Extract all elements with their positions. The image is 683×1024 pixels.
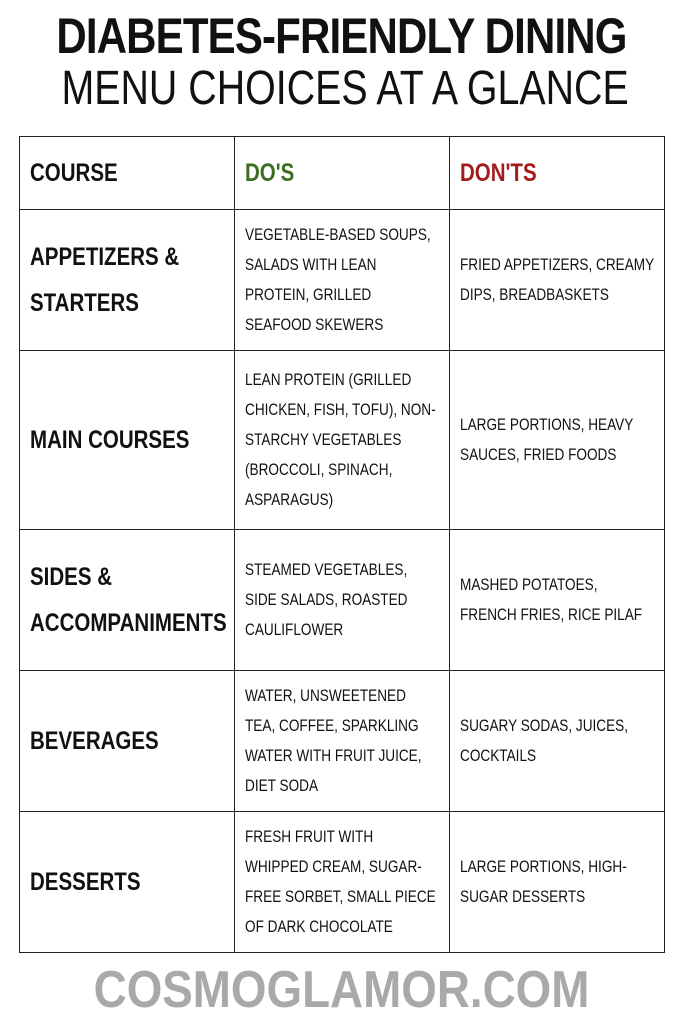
donts-text: FRIED APPETIZERS, CREAMY DIPS, BREADBASKETS — [460, 255, 654, 304]
dos-cell — [235, 530, 450, 671]
table-row — [20, 351, 665, 530]
table-row — [20, 671, 665, 812]
header-cell-donts — [450, 137, 665, 210]
dos-cell — [235, 210, 450, 351]
header-cell-dos — [235, 137, 450, 210]
dos-text: FRESH FRUIT WITH WHIPPED CREAM, SUGAR-FREE SORBET, SMALL PIECE OF DARK CHOCOLATE — [245, 827, 436, 936]
donts-text: LARGE PORTIONS, HIGH-SUGAR DESSERTS — [460, 857, 627, 906]
dos-text: LEAN PROTEIN (GRILLED CHICKEN, FISH, TOFU), NON-STARCHY VEGETABLES (BROCCOLI, SPINACH, ASPARAGUS) — [245, 370, 436, 509]
dos-text: STEAMED VEGETABLES, SIDE SALADS, ROASTED CAULIFLOWER — [245, 560, 408, 639]
header-cell-course — [20, 137, 235, 210]
dos-text: WATER, UNSWEETENED TEA, COFFEE, SPARKLING WATER WITH FRUIT JUICE, DIET SODA — [245, 686, 422, 795]
page-title: DIABETES-FRIENDLY DINING — [56, 8, 627, 64]
dos-cell — [235, 351, 450, 530]
course-cell — [20, 210, 235, 351]
header-donts-label: DON'TS — [460, 159, 537, 187]
dos-cell — [235, 812, 450, 953]
donts-cell — [450, 671, 665, 812]
course-name: DESSERTS — [30, 868, 141, 896]
header-dos-label: DO'S — [245, 159, 295, 187]
course-cell — [20, 351, 235, 530]
dos-text: VEGETABLE-BASED SOUPS, SALADS WITH LEAN PROTEIN, GRILLED SEAFOOD SKEWERS — [245, 225, 431, 334]
course-cell — [20, 530, 235, 671]
course-name: SIDES & ACCOMPANIMENTS — [30, 563, 227, 637]
donts-text: LARGE PORTIONS, HEAVY SAUCES, FRIED FOODS — [460, 415, 634, 464]
header-course-label: COURSE — [30, 159, 118, 187]
donts-cell — [450, 530, 665, 671]
table-header-row — [20, 137, 665, 210]
donts-cell — [450, 210, 665, 351]
table-row — [20, 530, 665, 671]
course-name: BEVERAGES — [30, 727, 159, 755]
donts-cell — [450, 351, 665, 530]
page-subtitle: MENU CHOICES AT A GLANCE — [61, 62, 629, 115]
site-watermark: COSMOGLAMOR.COM — [93, 961, 590, 1019]
menu-choices-table — [19, 136, 665, 953]
table-row — [20, 812, 665, 953]
table-row — [20, 210, 665, 351]
dos-cell — [235, 671, 450, 812]
course-name: MAIN COURSES — [30, 426, 190, 454]
course-name: APPETIZERS & STARTERS — [30, 243, 180, 317]
course-cell — [20, 812, 235, 953]
donts-text: SUGARY SODAS, JUICES, COCKTAILS — [460, 716, 629, 765]
donts-text: MASHED POTATOES, FRENCH FRIES, RICE PILAF — [460, 575, 643, 624]
course-cell — [20, 671, 235, 812]
donts-cell — [450, 812, 665, 953]
